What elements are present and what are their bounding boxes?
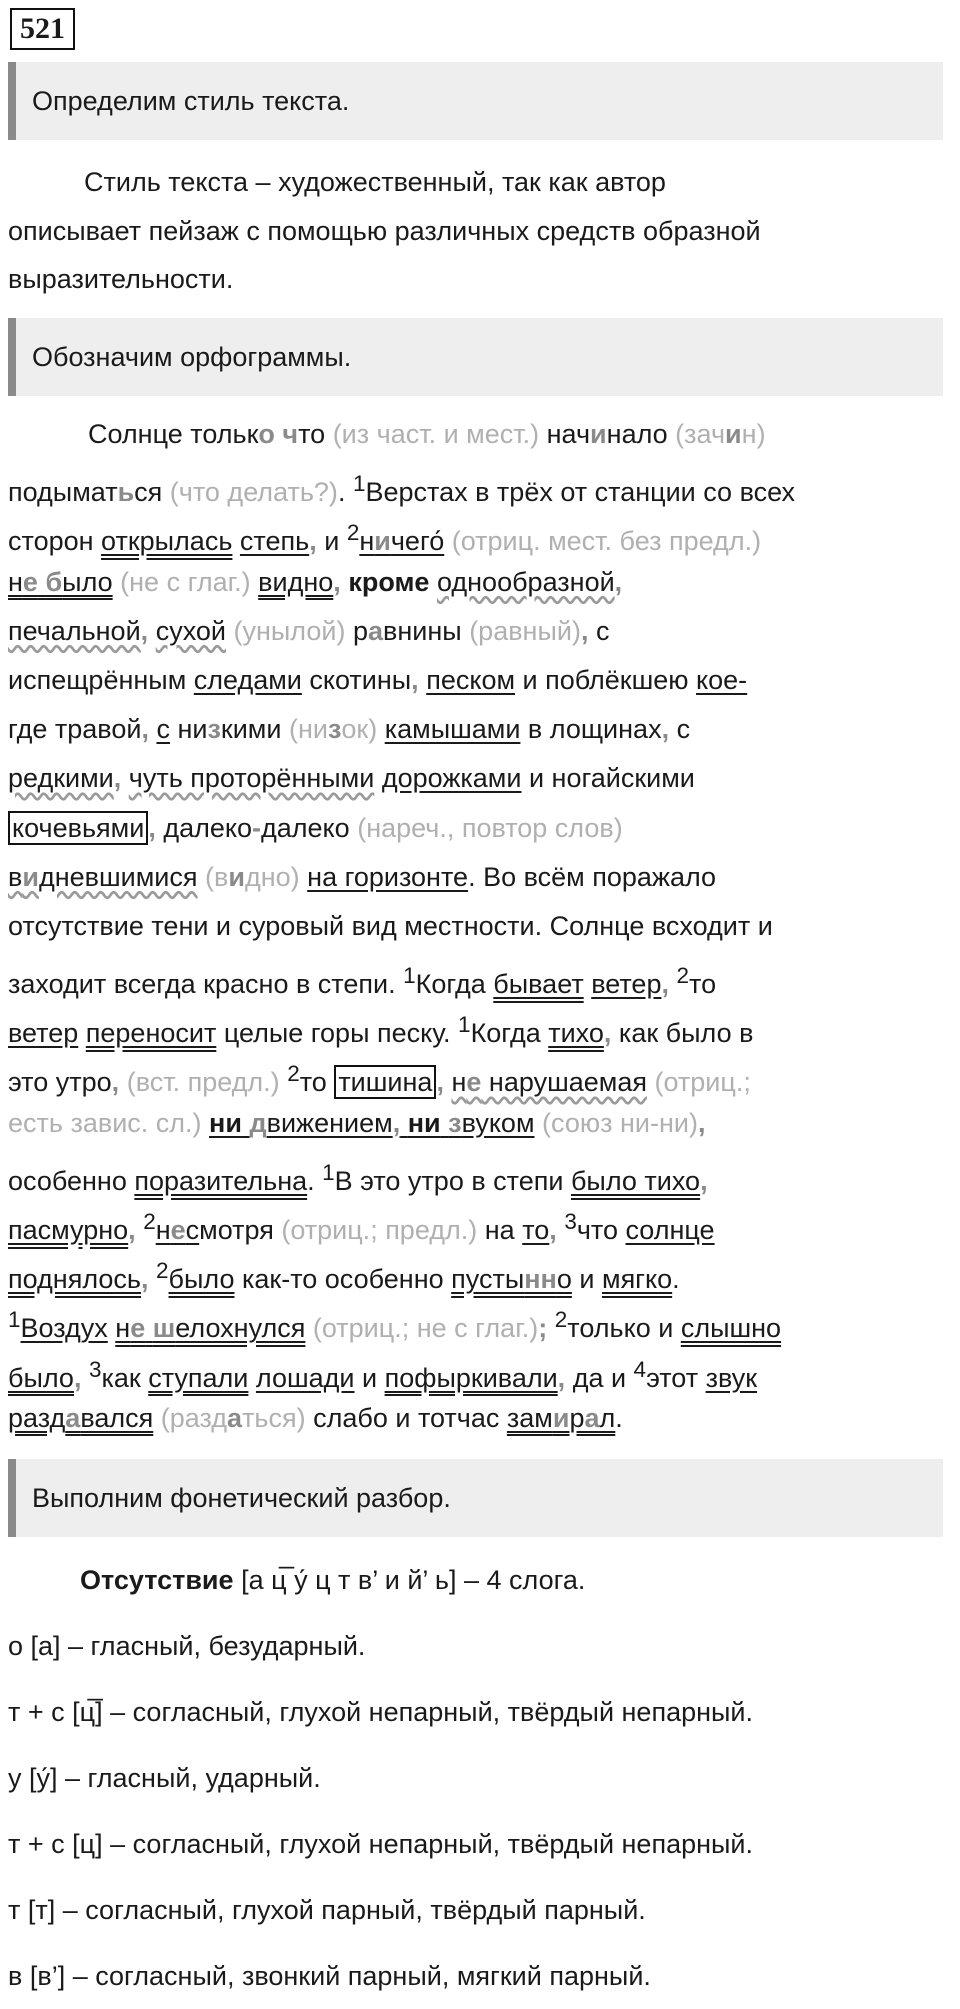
- text-line: было, $^3$как ступали лошади и пофыркивали, да и $^4$этот звук: [8, 1356, 758, 1393]
- text-line: отсутствие тени и суровый вид местности. Солнце всходит и: [8, 910, 773, 941]
- phonetic-header: [8, 1547, 948, 1613]
- text-line: $^1$Воздух не шелохнулся (отриц.; не с глаг.); $^2$только и слышно: [8, 1307, 782, 1344]
- text-line: не было (не с глаг.) видно, кроме однообразной,: [8, 566, 623, 597]
- paragraph-line: Стиль текста – художественный, так как автор: [84, 167, 666, 197]
- text-line: поднялось, $^2$было как-то особенно пустынно и мягко.: [8, 1258, 680, 1295]
- task-number: 521: [10, 8, 75, 50]
- paragraph-line: описывает пейзаж с помощью различных средств образной: [8, 215, 761, 246]
- heading-text: Обозначим орфограммы.: [32, 341, 352, 372]
- text-line: это утро, (вст. предл.) $^2$то тишина , не нарушаемая (отриц.;: [8, 1061, 751, 1098]
- text-line: где травой, с низкими (низок) камышами в лощинах, с: [8, 714, 691, 745]
- text-line: раздавался (раздаться) слабо и тотчас замирал.: [8, 1402, 623, 1433]
- text-line: сторон открылась степь, и $^2$ничего́ (отриц. мест. без предл.): [8, 520, 762, 557]
- phonetic-row: т + с [ц] – согласный, глухой непарный, твёрдый непарный.: [8, 1829, 754, 1859]
- text-line: есть завис. сл.) ни движением, ни звуком (союз ни-ни),: [8, 1107, 706, 1138]
- phonetic-row: о [а] – гласный, безударный.: [8, 1631, 366, 1661]
- text-line: Солнце только что (из част. и мест.) начинало (зачин): [88, 419, 766, 449]
- phonetic-row: т [т] – согласный, глухой парный, твёрдый парный.: [8, 1895, 646, 1925]
- annotated-text: [8, 410, 953, 1443]
- text-line: кочевьями , далеко-далеко (нареч., повтор слов): [8, 804, 953, 853]
- text-line: редкими, чуть проторёнными дорожками и ногайскими: [8, 763, 695, 794]
- paragraph-line: выразительности.: [8, 264, 234, 295]
- text-line: особенно поразительна. $^1$В это утро в степи было тихо,: [8, 1159, 708, 1196]
- section-heading-phonetic: [8, 1459, 943, 1537]
- style-paragraph: [8, 158, 948, 304]
- phonetic-row: в [в’] – согласный, звонкий парный, мягкий парный.: [8, 1961, 651, 1991]
- phonetic-word: Отсутствие: [80, 1565, 234, 1595]
- text-line: пасмурно, $^2$несмотря (отриц.; предл.) на то, $^3$что солнце: [8, 1209, 715, 1245]
- heading-text: Определим стиль текста.: [32, 85, 350, 116]
- text-line: ветер переносит целые горы песку. $^1$Когда тихо, как было в: [8, 1012, 754, 1049]
- text-line: подыматься (что делать?). $^1$Верстах в трёх от станции со всех: [8, 471, 796, 508]
- section-heading-style: [8, 62, 943, 140]
- text-line: испещрённым следами скотины, песком и поблёкшею кое-: [8, 664, 748, 695]
- heading-text: Выполним фонетический разбор.: [32, 1482, 451, 1513]
- phonetic-row: т + с [ц̅] – согласный, глухой непарный, твёрдый непарный.: [8, 1697, 754, 1727]
- phonetic-analysis: [8, 1547, 948, 2009]
- text-line: видневшимися (видно) на горизонте. Во всём поражало: [8, 861, 717, 892]
- text-line: заходит всегда красно в степи. $^1$Когда бывает ветер, $^2$то: [8, 963, 717, 1000]
- phonetic-row: у [у́] – гласный, ударный.: [8, 1763, 321, 1793]
- text-line: печальной, сухой (унылой) равнины (равный), с: [8, 615, 610, 646]
- phonetic-transcription: [а ц̅ у́ ц т в’ и й’ ь] – 4 слога.: [241, 1565, 586, 1595]
- section-heading-orthograms: [8, 318, 943, 396]
